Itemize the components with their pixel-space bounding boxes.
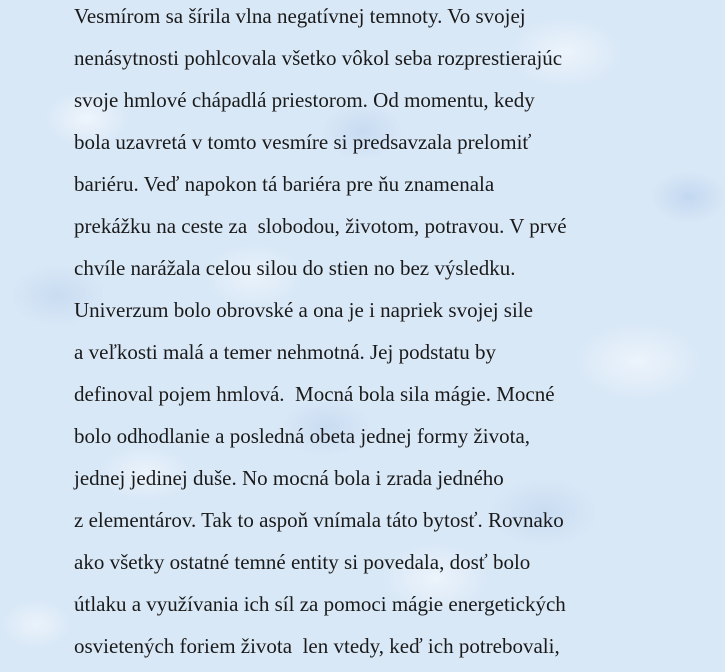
text-line-10: definoval pojem hmlová. Mocná bola sila mágie. Mocné: [74, 382, 555, 406]
text-line-12: jednej jedinej duše. No mocná bola i zrada jedného: [74, 466, 504, 490]
text-line-16: osvietených foriem života len vtedy, keď ich potrebovali,: [74, 634, 560, 658]
text-line-15: útlaku a využívania ich síl za pomoci mágie energetických: [74, 592, 566, 616]
text-line-13: z elementárov. Tak to aspoň vnímala táto bytosť. Rovnako: [74, 508, 564, 532]
text-line-4: bola uzavretá v tomto vesmíre si predsavzala prelomiť: [74, 130, 532, 154]
story-paragraph: [74, 0, 714, 672]
text-line-14: ako všetky ostatné temné entity si povedala, dosť bolo: [74, 550, 531, 574]
text-line-11: bolo odhodlanie a posledná obeta jednej formy života,: [74, 424, 531, 448]
text-line-3: svoje hmlové chápadlá priestorom. Od momentu, kedy: [74, 88, 535, 112]
text-line-1: Vesmírom sa šírila vlna negatívnej temnoty. Vo svojej: [74, 4, 526, 28]
text-line-2: nenásytnosti pohlcovala všetko vôkol seba rozprestierajúc: [74, 46, 563, 70]
text-line-7: chvíle narážala celou silou do stien no bez výsledku.: [74, 256, 516, 280]
text-line-8: Univerzum bolo obrovské a ona je i napriek svojej sile: [74, 298, 533, 322]
text-line-6: prekážku na ceste za slobodou, životom, potravou. V prvé: [74, 214, 567, 238]
text-line-5: bariéru. Veď napokon tá bariéra pre ňu znamenala: [74, 172, 495, 196]
text-line-9: a veľkosti malá a temer nehmotná. Jej podstatu by: [74, 340, 496, 364]
